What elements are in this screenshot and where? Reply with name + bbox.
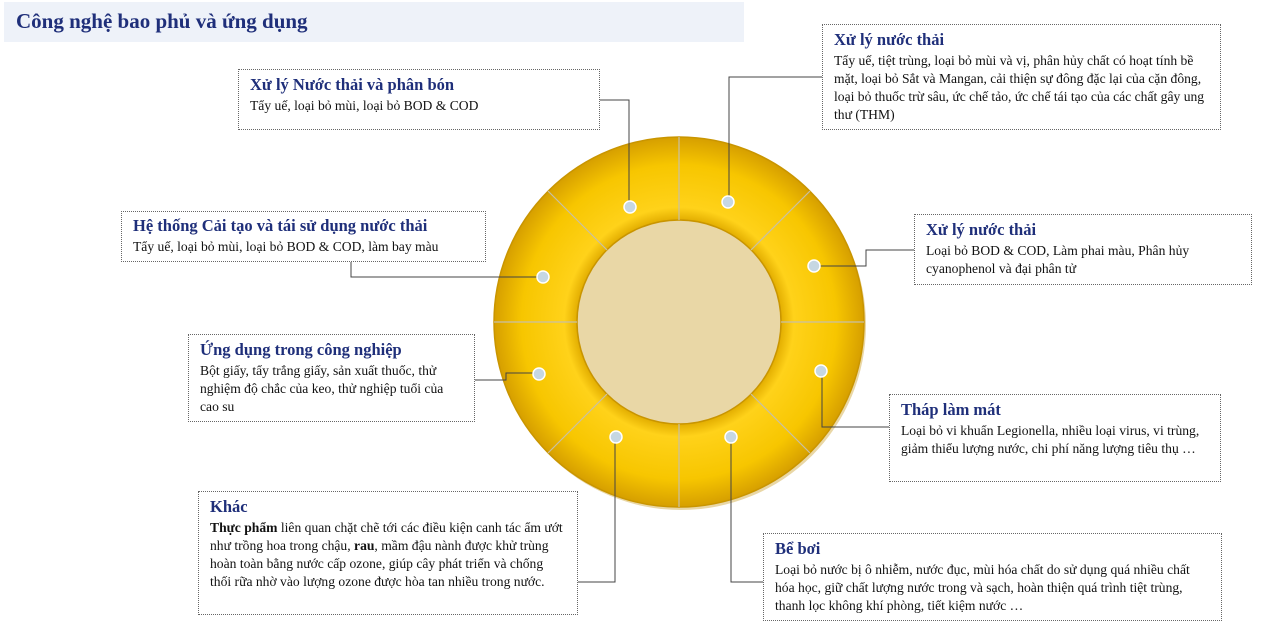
card-text: Loại bỏ vi khuẩn Legionella, nhiều loại virus, vi trùng, giảm thiểu lượng nước, chi phí năng lượng tiêu thụ … [901,423,1200,456]
card-title: Bể bơi [775,539,821,558]
dot-c2 [722,196,734,208]
card-wastewater-treatment-1 [822,24,1221,130]
card-swimming-pool [763,533,1222,621]
dot-c3 [537,271,549,283]
card-text: Loại bỏ nước bị ô nhiễm, nước đục, mùi hóa chất do sử dụng quá nhiều chất hóa học, giữ chất lượng nước trong và sạch, hoàn thiện quá trình tiệt trùng, thanh lọc không khí phòng, tiết kiệm nước … [775,562,1190,613]
dot-c4 [808,260,820,272]
card-title: Ứng dụng trong công nghiệp [200,340,402,359]
card-other [198,491,578,615]
card-title: Xử lý nước thải [834,30,945,49]
card-text: Loại bỏ BOD & COD, Làm phai màu, Phân hủy cyanophenol và đại phân tử [926,243,1190,276]
page-title: Công nghệ bao phủ và ứng dụng [16,9,308,33]
card-text: Tẩy uế, tiệt trùng, loại bỏ mùi và vị, phân hủy chất có hoạt tính bề mặt, loại bỏ Sắt và Mangan, cải thiện sự đông đặc lại của cặn đông, loại bỏ thuốc trừ sâu, ức chế tảo, ức chế tái tạo của các chất gây ung thư (THM) [834,53,1205,122]
card-text: Thực phẩm liên quan chặt chẽ tới các điều kiện canh tác ẩm ướt như trồng hoa trong chậu, rau, mầm đậu nành được khử trùng hoàn toàn bằng nước cấp ozone, giúp cây phát triển và chống thối rữa nhờ vào lượng ozone được hòa tan nhiều trong nước. [210,520,563,589]
card-title: Hệ thống Cải tạo và tái sử dụng nước thải [133,216,428,235]
dot-c6 [815,365,827,377]
dot-c8 [725,431,737,443]
card-wastewater-fertilizer [238,69,600,130]
card-text: Tẩy uế, loại bỏ mùi, loại bỏ BOD & COD [250,98,479,113]
card-wastewater-reuse [121,211,486,262]
dot-c1 [624,201,636,213]
card-industrial [188,334,475,422]
card-title: Xử lý nước thải [926,220,1037,239]
card-wastewater-treatment-2 [914,214,1252,285]
card-title: Tháp làm mát [901,400,1001,419]
card-title: Xử lý Nước thải và phân bón [250,75,455,94]
card-title: Khác [210,497,248,516]
highlight-food: Thực phẩm [210,520,278,535]
card-text: Tẩy uế, loại bỏ mùi, loại bỏ BOD & COD, làm bay màu [133,239,439,254]
dot-c5 [533,368,545,380]
card-cooling-tower [889,394,1221,482]
card-text: Bột giấy, tẩy trắng giấy, sản xuất thuốc, thử nghiệm độ chắc của keo, thử nghiệp tuổi của cao su [200,363,444,414]
highlight-vegetables: rau [354,538,375,553]
dot-c7 [610,431,622,443]
